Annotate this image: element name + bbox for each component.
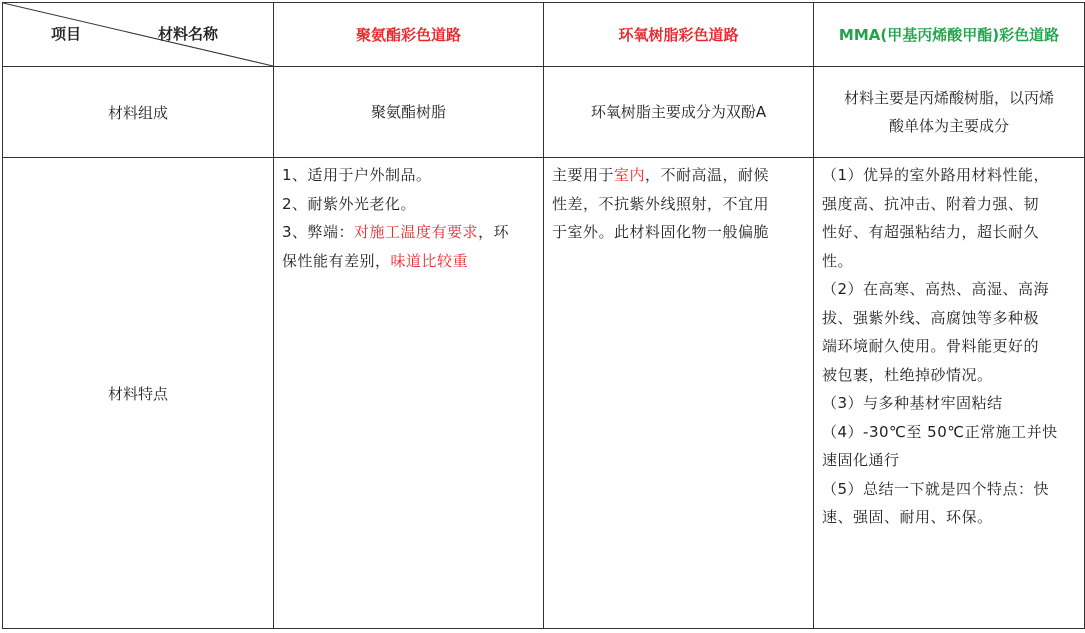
mma-feature-line-3: 性好、有超强粘结力，超长耐久: [822, 223, 1040, 241]
composition-row: [3, 67, 1085, 158]
mma-feature-line-11: 速固化通行: [822, 451, 900, 469]
pu-warning-highlight: 对施工温度有要求: [354, 223, 479, 241]
composition-polyurethane: 聚氨酯树脂: [274, 67, 544, 158]
composition-mma-line2: 酸单体为主要成分: [888, 117, 1009, 135]
pu-feature-3: 3、弊端：对施工温度有要求，环: [282, 223, 510, 241]
header-row: [3, 3, 1085, 67]
mma-feature-line-5: （2）在高寒、高热、高湿、高海: [822, 280, 1050, 298]
comparison-table: [2, 2, 1085, 629]
pu-feature-1: 1、适用于户外制品。: [282, 166, 432, 184]
pu-odor-highlight: 味道比较重: [390, 251, 469, 270]
diagonal-divider: [3, 3, 273, 66]
header-polyurethane: 聚氨酯彩色道路: [274, 3, 544, 67]
row-label-features: 材料特点: [3, 158, 274, 629]
features-mma: [814, 158, 1085, 629]
corner-item-label: 项目: [51, 25, 82, 43]
pu-feature-2: 2、耐紫外光老化。: [282, 194, 417, 213]
mma-feature-line-8: 被包裹，杜绝掉砂情况。: [822, 365, 993, 384]
composition-epoxy: 环氧树脂主要成分为双酚A: [544, 67, 814, 158]
epoxy-feature-3: 于室外。此材料固化物一般偏脆: [552, 223, 770, 241]
composition-mma-line1: 材料主要是丙烯酸树脂，以丙烯: [843, 89, 1054, 107]
mma-feature-line-1: （1）优异的室外路用材料性能，: [822, 166, 1050, 184]
epoxy-feature-1: 主要用于室内，不耐高温，耐候: [552, 166, 770, 184]
features-polyurethane: [274, 158, 544, 629]
corner-material-name-label: 材料名称: [158, 25, 219, 43]
header-epoxy: 环氧树脂彩色道路: [544, 3, 814, 67]
epoxy-feature-2: 性差，不抗紫外线照射，不宜用: [552, 194, 770, 213]
row-label-composition: 材料组成: [3, 67, 274, 158]
epoxy-indoor-highlight: 室内: [614, 166, 646, 184]
mma-feature-line-9: （3）与多种基材牢固粘结: [822, 394, 1003, 412]
pu-feature-4: 保性能有差别，味道比较重: [282, 251, 469, 270]
mma-feature-line-10: （4）-30℃至 50℃正常施工并快: [822, 422, 1058, 441]
mma-feature-line-6: 拔、强紫外线、高腐蚀等多种极: [822, 308, 1040, 327]
corner-cell: [3, 3, 274, 67]
mma-feature-line-2: 强度高、抗冲击、附着力强、韧: [822, 194, 1040, 213]
mma-feature-line-7: 端环境耐久使用。骨料能更好的: [822, 337, 1040, 355]
mma-feature-line-12: （5）总结一下就是四个特点：快: [822, 479, 1050, 498]
features-epoxy: [544, 158, 814, 629]
mma-feature-line-13: 速、强固、耐用、环保。: [822, 508, 993, 526]
header-mma: MMA(甲基丙烯酸甲酯)彩色道路: [814, 3, 1085, 67]
mma-feature-line-4: 性。: [822, 251, 854, 270]
features-row: [3, 158, 1085, 629]
composition-mma: [814, 67, 1085, 158]
